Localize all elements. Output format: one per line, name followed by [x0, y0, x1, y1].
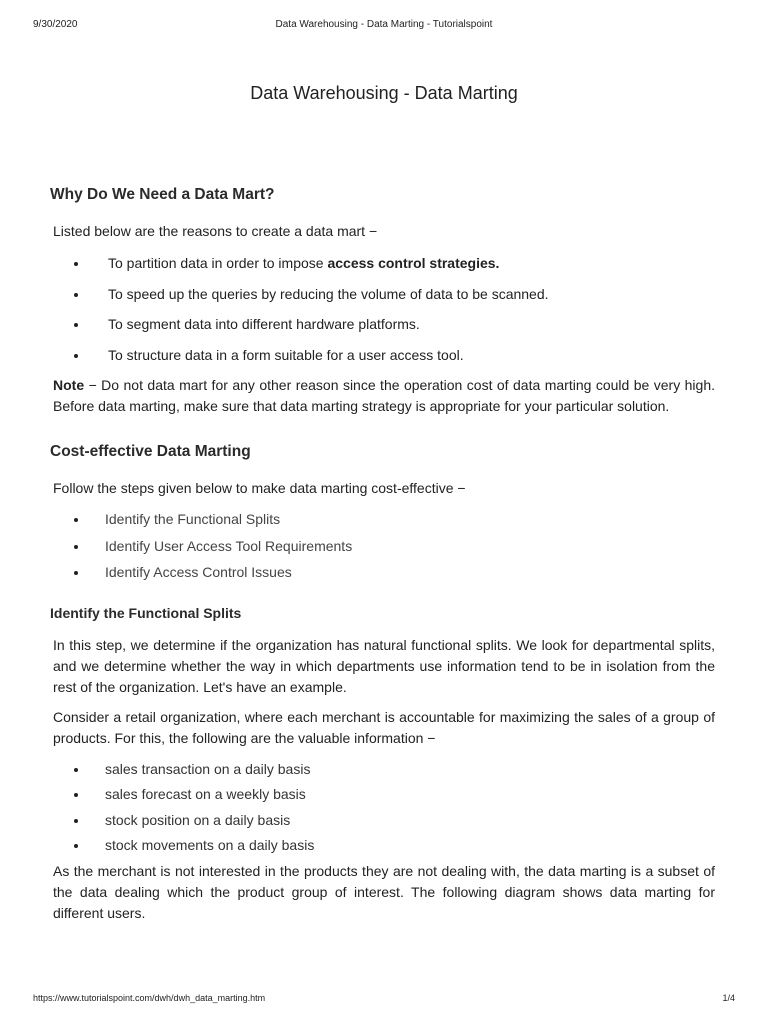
section-heading-why-data-mart: Why Do We Need a Data Mart?: [50, 186, 275, 203]
print-header: [33, 19, 735, 33]
article-content: [50, 80, 715, 924]
page-number: 1/4: [722, 993, 735, 1003]
list-item-text: To partition data in order to impose: [108, 255, 328, 271]
steps-list: [53, 509, 715, 582]
print-page-title: Data Warehousing - Data Marting - Tutorialspoint: [275, 19, 493, 30]
list-item: [53, 345, 715, 365]
list-item-text: To segment data into different hardware platforms.: [108, 316, 420, 332]
note-text: − Do not data mart for any other reason since the operation cost of data marting could be very high. Before data marting, make sure that data marting strategy is appropriate for your particular solution.: [53, 377, 715, 414]
list-item: [53, 284, 715, 304]
step-item: Identify the Functional Splits: [53, 509, 715, 529]
section2-intro: Follow the steps given below to make data marting cost-effective −: [53, 480, 466, 496]
page-title: Data Warehousing - Data Marting: [250, 83, 518, 103]
list-item: [53, 253, 715, 273]
reasons-list: [53, 253, 715, 365]
note-label: Note: [53, 377, 85, 393]
retail-example-paragraph: Consider a retail organization, where each merchant is accountable for maximizing the sales of a group of products. For this, the following are the valuable information −: [53, 708, 715, 746]
information-list: [53, 759, 715, 856]
print-footer: [33, 993, 735, 1007]
step-item: Identify User Access Tool Requirements: [53, 536, 715, 556]
note-paragraph: [53, 375, 715, 417]
step-item: Identify Access Control Issues: [53, 562, 715, 582]
merchant-paragraph: As the merchant is not interested in the products they are not dealing with, the data marting is a subset of the data dealing which the product group of interest. The following diagram shows data marting for different users.: [53, 862, 715, 921]
info-item: sales transaction on a daily basis: [53, 759, 715, 779]
section-heading-cost-effective: Cost-effective Data Marting: [50, 443, 251, 460]
section1-intro: Listed below are the reasons to create a data mart −: [53, 223, 378, 239]
list-item: [53, 314, 715, 334]
section-heading-functional-splits: Identify the Functional Splits: [50, 604, 242, 621]
info-item: stock position on a daily basis: [53, 810, 715, 830]
list-item-bold: access control strategies.: [327, 255, 500, 271]
functional-splits-paragraph: In this step, we determine if the organization has natural functional splits. We look for departmental splits, and we determine whether the way in which departments use information tend to be in isolation from the rest of the organization. Let's have an example.: [53, 636, 715, 695]
info-item: stock movements on a daily basis: [53, 835, 715, 855]
info-item: sales forecast on a weekly basis: [53, 784, 715, 804]
print-date: 9/30/2020: [33, 19, 78, 30]
list-item-text: To structure data in a form suitable for a user access tool.: [108, 346, 464, 363]
page-url: https://www.tutorialspoint.com/dwh/dwh_data_marting.htm: [33, 993, 266, 1003]
list-item-text: To speed up the queries by reducing the volume of data to be scanned.: [108, 285, 549, 302]
